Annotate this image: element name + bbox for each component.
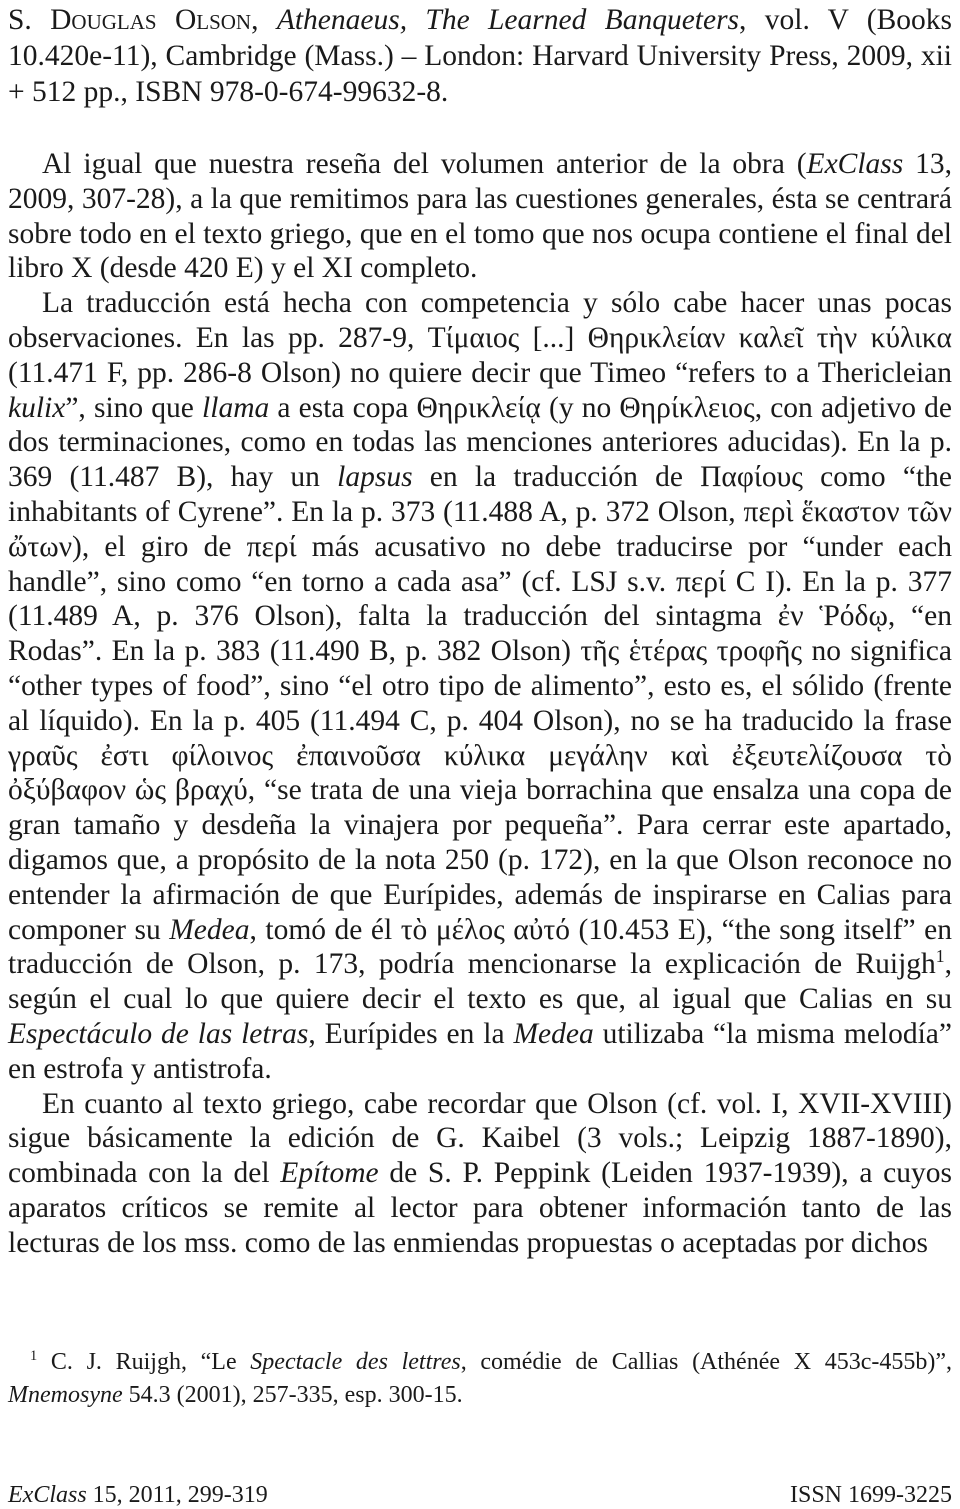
emphasis: llama [202, 391, 270, 424]
footnote [8, 1346, 952, 1412]
footnote-number: 1 [30, 1348, 38, 1364]
author-first: S. [8, 4, 51, 36]
text-run: en la traducción de Παφίους como “the inhabitants of Cyrene”. En la p. 373 (11.488 A, p. 372 Olson, περὶ ἕκαστον τῶν ὤτων), el giro de περί más acusativo no debe traducirse por “under each handle”, sino como “en torno a cada asa” (cf. LSJ s.v. περί C I). En la p. 377 (11.489 A, p. 376 Olson), falta la traducción del sintagma ἐν Ῥόδῳ, “en Rodas”. En la p. 383 (11.490 B, p. 382 Olson) τῆς ἑτέρας τροφῆς no significa “other types of food”, sino “el otro tipo de alimento”, esto es, el sólido (frente al líquido). En la p. 405 (11.494 C, p. 404 Olson), no se ha traducido la frase γραῦς ἐστι φίλοινος ἐπαινοῦσα κύλικα μεγάλην καὶ ἐξευτελίζουσα τὸ ὀξύβαφον ὡς βραχύ, “se trata de una vieja borrachina que ensalza una copa de gran tamaño y desdeña la vinajera por pequeña”. Para cerrar este apartado, digamos que, a propósito de la nota 250 (p. 172), en la que Olson reconoce no entender la afirmación de que Eurípides, además de inspirarse en Calias para componer su [8, 461, 952, 946]
review-body [8, 147, 952, 1261]
paragraph-2 [8, 286, 952, 1086]
emphasis: Espectáculo de las letras [8, 1017, 309, 1050]
emphasis: Medea [169, 913, 250, 946]
emphasis: Epítome [280, 1157, 379, 1190]
text-run: , tomó de él τὸ μέλος αὐτό (10.453 E), “the song itself” en traducción de Olson, p. 173, podría mencionarse la explicación de Ruijgh [8, 913, 952, 981]
paragraph-3 [8, 1087, 952, 1261]
footnote-ref: 1 [935, 946, 945, 967]
author-last: Douglas Olson [50, 4, 252, 36]
text-run: a esta copa Θηρικλείᾳ (y no Θηρίκλειος, con adjetivo de dos terminaciones, como en todas las menciones anteriores aducidas). En la p. 369 (11.487 B), hay un [8, 391, 952, 494]
emphasis: Medea [513, 1017, 594, 1050]
text-run: 13, 2009, 307-28), a la que remitimos para las cuestiones generales, ésta se centrará sobre todo en el texto griego, que en el tomo que nos ocupa contiene el final del libro X (desde 420 E) y el XI completo. [8, 148, 952, 285]
text-run: La traducción está hecha con competencia y sólo cabe hacer unas pocas observaciones. En las pp. 287-9, Τίμαιος [...] Θηρικλείαν καλεῖ τὴν κύλικα (11.471 F, pp. 286-8 Olson) no quiere decir que Timeo “refers to a Thericleian [8, 287, 952, 389]
text-run: , según el cual lo que quiere decir el texto es que, al igual que Calias en su [8, 948, 952, 1016]
emphasis: Spectacle des lettres [250, 1349, 461, 1375]
text-run: 54.3 (2001), 257-335, esp. 300-15. [122, 1382, 463, 1408]
emphasis: Mnemosyne [8, 1382, 123, 1408]
text-run: de S. P. Peppink (Leiden 1937-1939), a cuyos aparatos críticos se remite al lector para obtener información tanto de las lecturas de los mss. como de las enmiendas propuestas o aceptadas por dichos [8, 1157, 952, 1259]
text-run: En cuanto al texto griego, cabe recordar que Olson (cf. vol. I, XVII-XVIII) sigue básicamente la edición de G. Kaibel (3 vols.; Leipzig 1887-1890), combinada con la del [8, 1087, 952, 1190]
text-run: C. J. Ruijgh, “Le [37, 1349, 251, 1375]
journal-ref: 15, 2011, 299-319 [86, 1482, 268, 1508]
emphasis: lapsus [337, 461, 413, 494]
text-run: , comédie de Callias (Athénée X 453c-455b)”, [460, 1349, 953, 1375]
review-header: S. Douglas Olson, Athenaeus, The Learned Banqueters, vol. V (Books 10.420e-11), Cambridge (Mass.) – London: Harvard University Press, 2009, xii + 512 pp., ISBN 978-0-674-99632-8. [8, 4, 952, 108]
emphasis: ExClass [806, 148, 904, 180]
text-run: Al igual que nuestra reseña del volumen anterior de la obra ( [42, 148, 807, 180]
paragraph-1 [8, 147, 952, 286]
text-run: ”, sino que [65, 391, 203, 424]
journal-citation [8, 1482, 268, 1508]
text-run: utilizaba “la misma melodía” en estrofa y antistrofa. [8, 1017, 952, 1085]
journal-name: ExClass [8, 1482, 87, 1508]
book-details: , vol. V (Books 10.420e-11), Cambridge (Mass.) – London: Harvard University Press, 2009, xii + 512 pp., ISBN 978-0-674-99632-8. [8, 4, 952, 108]
emphasis: kulix [8, 391, 66, 424]
issn: ISSN 1699-3225 [789, 1482, 952, 1508]
book-title: Athenaeus, The Learned Banqueters [276, 4, 740, 36]
text-run: , Eurípides en la [308, 1017, 514, 1050]
